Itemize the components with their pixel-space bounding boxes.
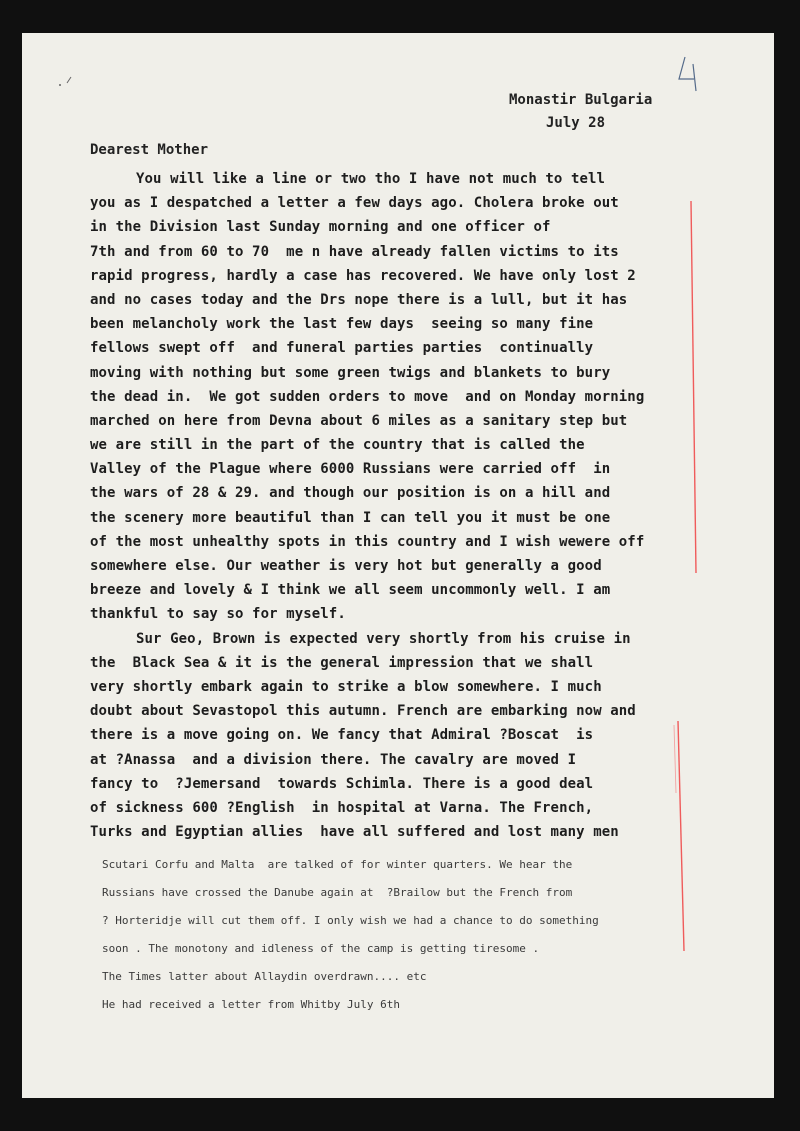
body-line: we are still in the part of the country that is called the (90, 437, 585, 454)
postscript-line: ? Horteridje will cut them off. I only wish we had a chance to do something (102, 914, 599, 927)
body-line: moving with nothing but some green twigs and blankets to bury (90, 364, 611, 381)
corner-pencil-mark (59, 77, 71, 86)
body-line: in the Division last Sunday morning and one officer of (90, 219, 551, 236)
letter-date: July 28 (546, 115, 606, 131)
letter-page (22, 33, 774, 1098)
body-line: breeze and lovely & I think we all seem uncommonly well. I am (90, 582, 611, 599)
body-line: Valley of the Plague where 6000 Russians were carried off in (90, 461, 611, 478)
postscript-line: Scutari Corfu and Malta are talked of for winter quarters. We hear the (102, 858, 573, 871)
body-line: there is a move going on. We fancy that Admiral ?Boscat is (90, 727, 594, 744)
letter-body (90, 167, 730, 844)
body-line: You will like a line or two tho I have not much to tell (136, 171, 606, 187)
body-line: at ?Anassa and a division there. The cavalry are moved I (90, 751, 577, 768)
postscript-line: He had received a letter from Whitby July 6th (102, 998, 401, 1011)
postscript-line: soon . The monotony and idleness of the camp is getting tiresome . (102, 942, 540, 955)
body-line: the scenery more beautiful than I can tell you it must be one (90, 509, 611, 526)
postscript-line: Russians have crossed the Danube again at ?Brailow but the French from (102, 886, 573, 899)
body-line: fellows swept off and funeral parties parties continually (90, 340, 594, 357)
postscript-line: The Times latter about Allaydin overdrawn.... etc (102, 970, 427, 983)
body-line: the wars of 28 & 29. and though our position is on a hill and (90, 485, 611, 502)
body-line: 7th and from 60 to 70 me n have already fallen victims to its (90, 243, 619, 260)
page-number-mark (679, 57, 696, 91)
body-line: you as I despatched a letter a few days ago. Cholera broke out (90, 195, 619, 212)
body-line: been melancholy work the last few days seeing so many fine (90, 316, 594, 333)
salutation: Dearest Mother (90, 142, 209, 158)
body-line: very shortly embark again to strike a blow somewhere. I much (90, 678, 602, 695)
body-line: somewhere else. Our weather is very hot but generally a good (90, 558, 602, 574)
body-line: Sur Geo, Brown is expected very shortly from his cruise in (136, 630, 631, 647)
body-line: and no cases today and the Drs nope there is a lull, but it has (90, 291, 628, 308)
letter-place: Monastir Bulgaria (509, 92, 653, 108)
body-line: of sickness 600 ?English in hospital at Varna. The French, (90, 799, 594, 816)
letter-postscript (102, 851, 762, 1019)
body-line: Turks and Egyptian allies have all suffered and lost many men (90, 824, 619, 841)
body-line: thankful to say so for myself. (90, 606, 346, 623)
body-line: of the most unhealthy spots in this country and I wish wewere off (90, 533, 645, 550)
body-line: marched on here from Devna about 6 miles as a sanitary step but (90, 412, 628, 429)
body-line: rapid progress, hardly a case has recovered. We have only lost 2 (90, 267, 636, 284)
body-line: the Black Sea & it is the general impression that we shall (90, 654, 594, 671)
body-line: the dead in. We got sudden orders to move and on Monday morning (90, 388, 645, 405)
body-line: fancy to ?Jemersand towards Schimla. There is a good deal (90, 775, 594, 792)
body-line: doubt about Sevastopol this autumn. French are embarking now and (90, 703, 636, 720)
